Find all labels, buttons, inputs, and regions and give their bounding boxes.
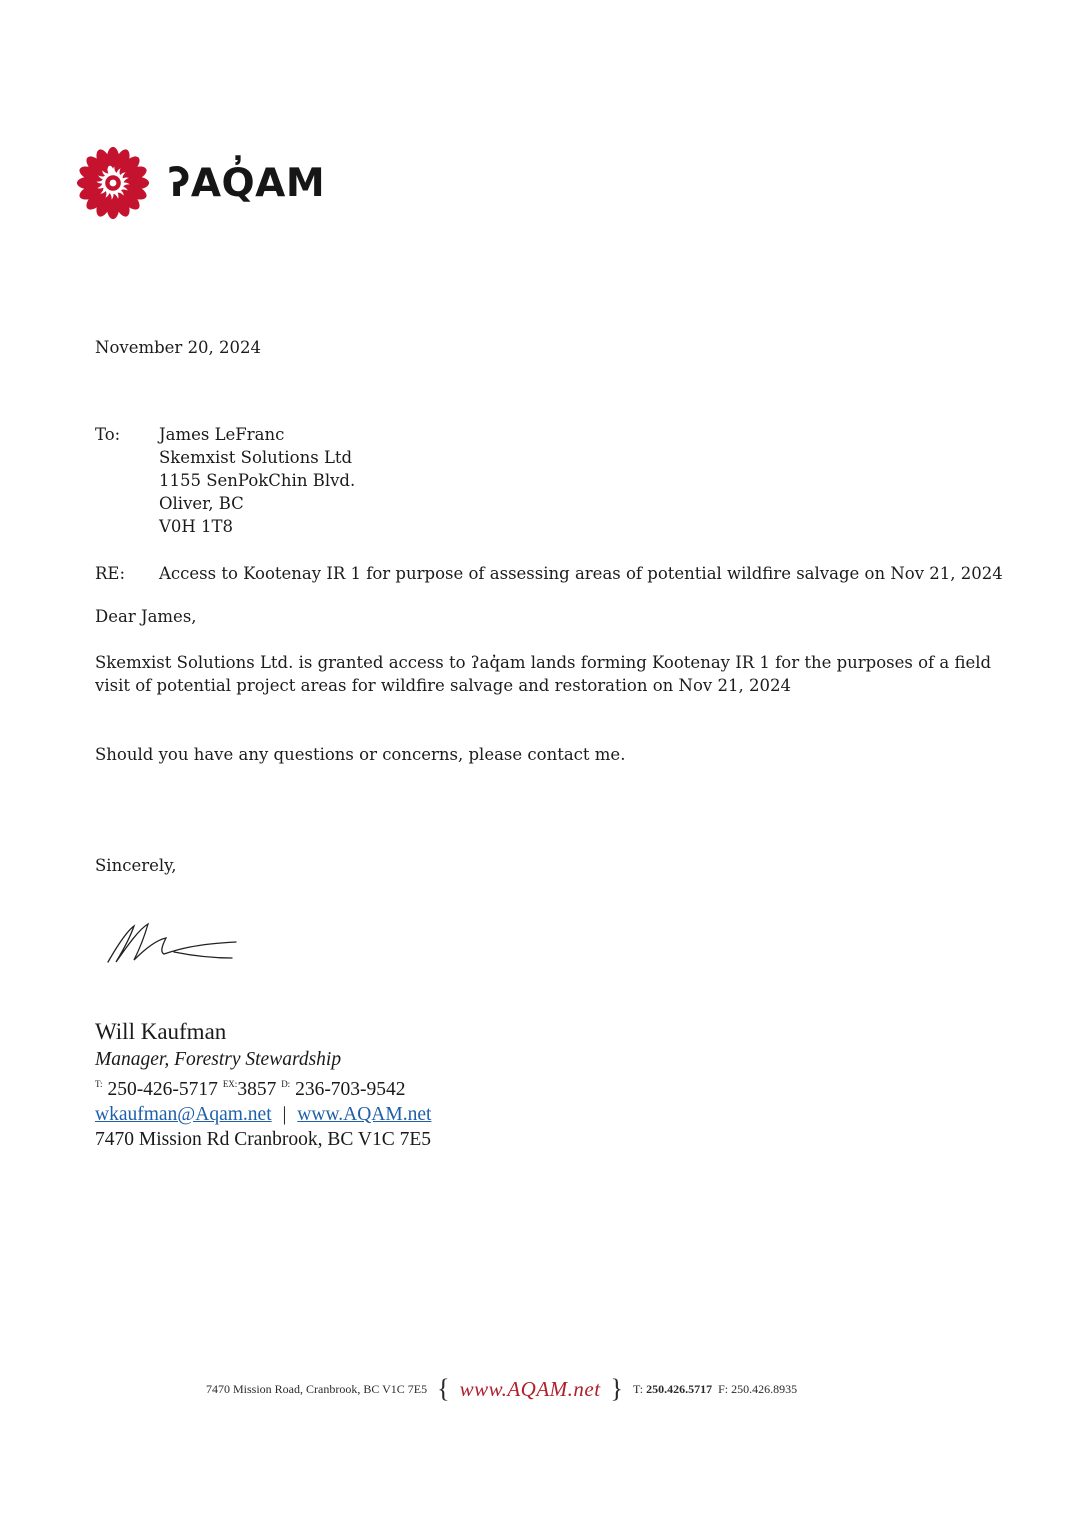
website-link[interactable]: www.AQAM.net [297,1104,432,1125]
body-line-2: visit of potential project areas for wildfire salvage and restoration on Nov 21, 2024 [95,676,791,695]
recipient-name: James LeFranc [159,425,285,444]
signer-title: Manager, Forestry Stewardship [95,1049,342,1070]
email-link[interactable]: wkaufman@Aqam.net [95,1104,272,1125]
recipient-street: 1155 SenPokChin Blvd. [159,471,356,490]
signer-phone: 250-426-5717 [107,1079,218,1100]
body-line-1: Skemxist Solutions Ltd. is granted access to ʔaq̓am lands forming Kootenay IR 1 for the purposes of a field [95,653,992,672]
signer-extension: 3857 [237,1079,277,1100]
to-label: To: [95,425,121,444]
footer-fax: 250.426.8935 [731,1381,798,1396]
footer-address: 7470 Mission Road, Cranbrook, BC V1C 7E5 [206,1381,428,1396]
letterhead-footer [206,1374,797,1404]
recipient-company: Skemxist Solutions Ltd [159,448,353,467]
re-label: RE: [95,564,126,583]
footer-open-brace: { [437,1374,450,1403]
footer-close-brace: } [610,1374,624,1403]
phone-label: T: [95,1079,103,1089]
signer-name: Will Kaufman [95,1019,227,1044]
letter-date: November 20, 2024 [95,338,262,357]
salutation: Dear James, [95,607,197,626]
recipient-postal: V0H 1T8 [159,517,234,536]
closing: Sincerely, [95,856,177,875]
logo-wordmark: ʔAQ̓AM [168,160,326,206]
signer-contact-links [95,1102,431,1127]
recipient-city: Oliver, BC [159,494,244,513]
footer-website[interactable]: www.AQAM.net [459,1376,601,1401]
signature-block [95,1017,431,1152]
handwritten-signature [104,918,244,968]
footer-phone-label: T: [633,1381,644,1396]
signer-address: 7470 Mission Rd Cranbrook, BC V1C 7E5 [95,1129,432,1150]
aqam-logo [74,144,325,222]
link-separator: | [282,1104,287,1125]
flower-emblem-icon [74,144,152,222]
signer-phones [95,1072,431,1102]
extension-label: EX: [222,1079,238,1089]
signer-direct-phone: 236-703-9542 [295,1079,406,1100]
recipient-address [159,423,355,538]
re-subject: Access to Kootenay IR 1 for purpose of assessing areas of potential wildfire salvage on Nov 21, 2024 [159,564,1003,583]
body-paragraph-2: Should you have any questions or concerns, please contact me. [95,745,626,764]
footer-phone: 250.426.5717 [646,1381,713,1396]
direct-label: D: [281,1079,291,1089]
footer-fax-label: F: [718,1381,729,1396]
